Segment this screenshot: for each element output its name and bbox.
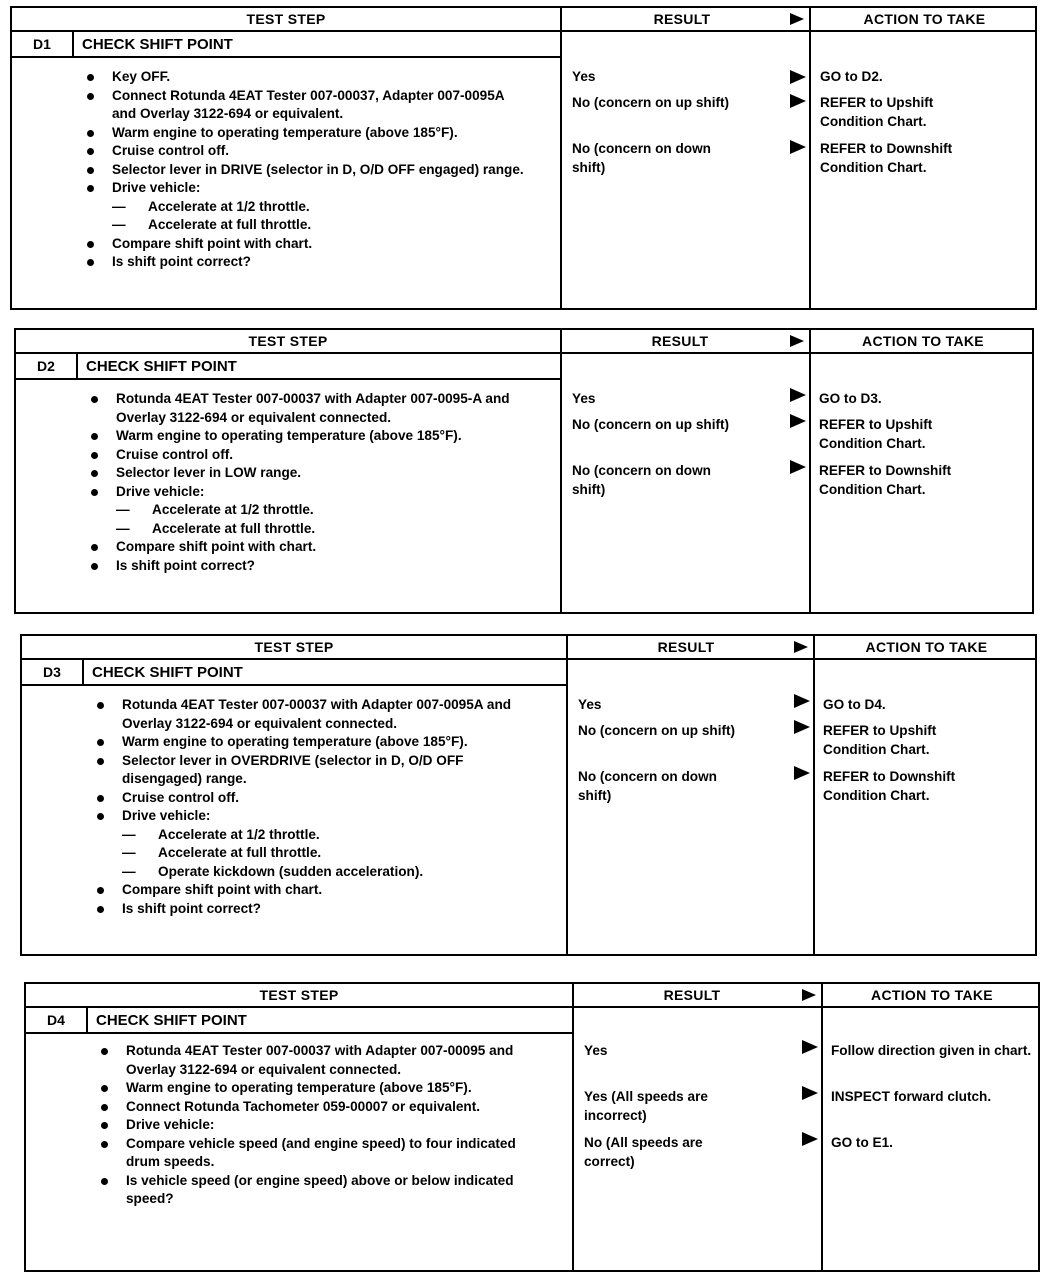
action-text: Follow direction given in chart. [831,1043,1032,1058]
bullet-icon [97,887,104,894]
action-text: REFER to Upshift Condition Chart. [823,723,937,757]
list-sub-item: — Accelerate at full throttle. [112,217,312,232]
list-item: Is shift point correct? [96,900,546,919]
header-arrow-icon [802,989,816,1001]
step-title: CHECK SHIFT POINT [92,663,243,681]
list-item: Rotunda 4EAT Tester 007-00037 with Adapter 007-0095A and Overlay 3122-694 or equivalent connected. [96,696,546,733]
result-text: Yes [578,697,602,712]
bullet-icon [87,148,94,155]
header-arrow-icon [790,13,804,25]
test-step-table-d1 [10,6,1037,310]
header-result: RESULT [651,333,709,349]
arrow-icon [802,1086,818,1100]
list-item: Compare shift point with chart. [86,235,532,254]
result-text: No (concern on down shift) [572,141,711,175]
bullet-icon [101,1122,108,1129]
list-item: Compare vehicle speed (and engine speed) to four indicated drum speeds. [100,1135,548,1172]
list-item: Drive vehicle: [100,1116,548,1135]
test-step-list [96,696,546,918]
result-text: No (All speeds are correct) [584,1135,703,1169]
step-id: D1 [12,32,74,56]
bullet-icon [101,1048,108,1055]
bullet-icon [87,93,94,100]
step-title-row [16,354,562,380]
arrow-icon [790,70,806,84]
list-item: Rotunda 4EAT Tester 007-00037 with Adapter 007-0095-A and Overlay 3122-694 or equivalent connected. [90,390,540,427]
bullet-icon [101,1141,108,1148]
bullet-icon [87,259,94,266]
list-item: Warm engine to operating temperature (above 185°F). [96,733,546,752]
bullet-icon [87,185,94,192]
bullet-icon [91,396,98,403]
header-arrow-icon [790,335,804,347]
bullet-icon [97,758,104,765]
result-text: Yes [572,69,596,84]
header-test-step: TEST STEP [259,987,339,1003]
list-item: Is vehicle speed (or engine speed) above or below indicated speed? [100,1172,548,1209]
step-title: CHECK SHIFT POINT [86,357,237,375]
bullet-icon [91,563,98,570]
bullet-icon [87,167,94,174]
result-text: Yes [572,391,596,406]
bullet-icon [91,452,98,459]
header-action: ACTION TO TAKE [862,333,984,349]
test-step-list [100,1042,548,1209]
action-text: REFER to Downshift Condition Chart. [823,769,956,803]
arrow-icon [790,388,806,402]
bullet-icon [87,74,94,81]
list-item: Drive vehicle: [86,179,532,198]
arrow-icon [790,140,806,154]
header-result: RESULT [657,639,715,655]
list-item: Key OFF. [86,68,532,87]
list-item: Cruise control off. [90,446,540,465]
list-item: Selector lever in LOW range. [90,464,540,483]
list-item: Rotunda 4EAT Tester 007-00037 with Adapter 007-00095 and Overlay 3122-694 or equivalent connected. [100,1042,548,1079]
list-item: Cruise control off. [86,142,532,161]
bullet-icon [101,1085,108,1092]
list-item: Is shift point correct? [86,253,532,272]
table-header [16,330,1032,354]
test-step-list [90,390,540,575]
arrow-icon [790,94,806,108]
bullet-icon [101,1178,108,1185]
bullet-icon [87,130,94,137]
step-id: D4 [26,1008,88,1032]
arrow-icon [794,720,810,734]
step-title: CHECK SHIFT POINT [96,1011,247,1029]
list-sub-item: — Accelerate at full throttle. [122,845,322,860]
step-id: D3 [22,660,84,684]
header-test-step: TEST STEP [254,639,334,655]
action-text: GO to D4. [823,697,886,712]
result-text: No (concern on down shift) [578,769,717,803]
header-action: ACTION TO TAKE [871,987,993,1003]
action-text: REFER to Downshift Condition Chart. [819,463,952,497]
action-text: GO to E1. [831,1135,893,1150]
result-text: No (concern on up shift) [572,95,730,110]
arrow-icon [802,1132,818,1146]
arrow-icon [794,766,810,780]
list-sub-item: — Accelerate at full throttle. [116,520,316,536]
header-action: ACTION TO TAKE [865,639,988,655]
list-item: Is shift point correct? [90,557,540,576]
result-text: No (concern on up shift) [578,723,736,738]
list-item: Warm engine to operating temperature (above 185°F). [90,427,540,446]
table-header [12,8,1035,32]
test-step-table-d4 [24,982,1040,1272]
bullet-icon [97,813,104,820]
step-title-row [22,660,568,686]
list-item: Drive vehicle: [90,483,540,502]
list-item: Compare shift point with chart. [90,538,540,557]
bullet-icon [91,544,98,551]
test-step-table-d2 [14,328,1034,614]
table-header [26,984,1038,1008]
test-step-list [86,68,532,272]
list-sub-item: — Operate kickdown (sudden acceleration). [122,863,424,879]
result-text: No (concern on down shift) [572,463,711,497]
bullet-icon [91,433,98,440]
list-sub-item: — Accelerate at 1/2 throttle. [122,826,320,842]
action-text: REFER to Upshift Condition Chart. [820,95,934,129]
bullet-icon [97,795,104,802]
bullet-icon [97,702,104,709]
header-action: ACTION TO TAKE [863,11,986,27]
list-item: Compare shift point with chart. [96,881,546,900]
list-item: Cruise control off. [96,789,546,808]
bullet-icon [97,906,104,913]
arrow-icon [790,460,806,474]
step-title-row [12,32,562,58]
list-item: Warm engine to operating temperature (above 185°F). [100,1079,548,1098]
header-test-step: TEST STEP [248,333,328,349]
action-text: REFER to Downshift Condition Chart. [820,141,953,175]
step-title-row [26,1008,574,1034]
list-sub-item: — Accelerate at 1/2 throttle. [112,198,310,214]
action-text: INSPECT forward clutch. [831,1089,992,1104]
action-text: GO to D3. [819,391,882,406]
bullet-icon [87,241,94,248]
header-result: RESULT [663,987,721,1003]
step-title: CHECK SHIFT POINT [82,35,233,53]
action-text: REFER to Upshift Condition Chart. [819,417,933,451]
result-text: No (concern on up shift) [572,417,730,432]
arrow-icon [802,1040,818,1054]
action-text: GO to D2. [820,69,883,84]
header-result: RESULT [653,11,711,27]
step-id: D2 [16,354,78,378]
list-item: Drive vehicle: [96,807,546,826]
bullet-icon [91,470,98,477]
list-item: Connect Rotunda 4EAT Tester 007-00037, Adapter 007-0095A and Overlay 3122-694 or equivalent. [86,87,532,124]
bullet-icon [97,739,104,746]
header-test-step: TEST STEP [246,11,326,27]
list-item: Warm engine to operating temperature (above 185°F). [86,124,532,143]
list-item: Selector lever in DRIVE (selector in D, O/D OFF engaged) range. [86,161,532,180]
result-text: Yes [584,1043,608,1058]
arrow-icon [790,414,806,428]
list-sub-item: — Accelerate at 1/2 throttle. [116,502,314,517]
list-item: Selector lever in OVERDRIVE (selector in D, O/D OFF disengaged) range. [96,752,546,789]
bullet-icon [91,489,98,496]
result-text: Yes (All speeds are incorrect) [584,1089,708,1123]
table-header [22,636,1035,660]
header-arrow-icon [794,641,808,653]
test-step-table-d3 [20,634,1037,956]
bullet-icon [101,1104,108,1111]
list-item: Connect Rotunda Tachometer 059-00007 or equivalent. [100,1098,548,1117]
arrow-icon [794,694,810,708]
